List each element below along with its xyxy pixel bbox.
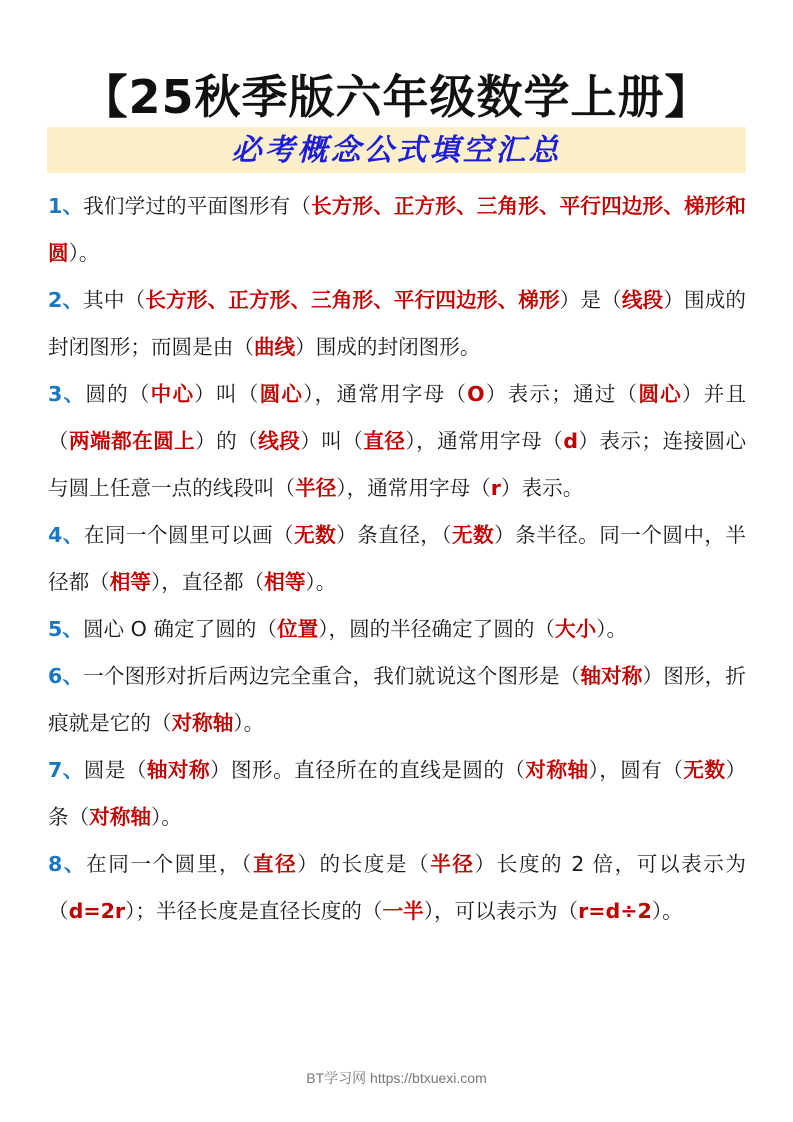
answer-text: 线段 (258, 429, 301, 453)
question-number: 8、 (48, 852, 87, 876)
question-text: ）长度的 2 倍，可以表示为（ (48, 852, 746, 923)
footer-watermark: BT学习网 https://btxuexi.com (306, 1070, 487, 1086)
question-text: ）表示；连接圆心与圆上任意一点的线段叫（ (48, 429, 747, 500)
question-number: 7、 (48, 758, 84, 782)
question-number: 1、 (48, 194, 84, 218)
question-text: 其中（ (83, 288, 146, 312)
question-text: ）叫（ (194, 382, 260, 406)
answer-text: 大小 (555, 617, 597, 641)
question-text: ）条（ (48, 758, 747, 829)
question-text: 圆是（ (83, 758, 147, 782)
question-text: ）的（ (195, 429, 259, 453)
answer-text: 圆心 (259, 382, 304, 406)
answer-text: 无数 (452, 523, 495, 547)
question-text: ）围成的封闭图形。 (295, 335, 481, 359)
question-text: ）。 (596, 617, 628, 641)
answer-text: 直径 (363, 429, 406, 453)
subtitle: 必考概念公式填空汇总 (231, 133, 562, 168)
question-text: ）围成的封闭图形；而圆是由（ (48, 288, 747, 359)
question-item (48, 512, 746, 606)
question-list (48, 183, 746, 935)
question-number: 5、 (48, 617, 83, 641)
answer-text: 无数 (683, 758, 726, 782)
question-text: ）。 (150, 805, 182, 829)
question-text: ），通常用字母（ (405, 429, 564, 453)
answer-text: 相等 (264, 570, 306, 594)
subtitle-banner (47, 127, 746, 173)
answer-text: 线段 (621, 288, 664, 312)
question-item (48, 653, 746, 747)
answer-text: 长方形、正方形、三角形、平行四边形、梯形 (145, 288, 560, 312)
question-text: 在同一个圆里，（ (86, 852, 253, 876)
answer-text: d=2r (68, 899, 126, 923)
answer-text: 对称轴 (89, 805, 151, 829)
question-text: ）。 (651, 899, 683, 923)
question-text: 我们学过的平面图形有（ (83, 194, 312, 218)
question-text: ）的长度是（ (297, 852, 431, 876)
answer-text: 对称轴 (525, 758, 589, 782)
question-item (48, 371, 746, 512)
question-text: ）。 (305, 570, 337, 594)
question-text: 一个图形对折后两边完全重合，我们就说这个图形是（ (83, 664, 581, 688)
question-number: 4、 (48, 523, 84, 547)
question-text: 圆的（ (85, 382, 151, 406)
question-text: ）。 (233, 711, 265, 735)
answer-text: 直径 (252, 852, 298, 876)
question-item (48, 606, 746, 653)
answer-text: 两端都在圆上 (69, 429, 196, 453)
question-text: ）表示。 (500, 476, 584, 500)
answer-text: 曲线 (253, 335, 296, 359)
question-item (48, 183, 746, 277)
answer-text: 相等 (109, 570, 151, 594)
answer-text: 一半 (382, 899, 424, 923)
question-text: ）并且（ (48, 382, 747, 453)
answer-text: 半径 (295, 476, 337, 500)
question-text: ），直径都（ (150, 570, 265, 594)
answer-text: 轴对称 (580, 664, 643, 688)
answer-text: r=d÷2 (578, 899, 652, 923)
question-text: ）图形。直径所在的直线是圆的（ (209, 758, 526, 782)
question-text: 圆心 O 确定了圆的（ (82, 617, 277, 641)
answer-text: 中心 (150, 382, 195, 406)
answer-text: O (467, 382, 485, 406)
question-text: ）图形，折痕就是它的（ (48, 664, 746, 735)
question-item (48, 277, 746, 371)
question-number: 3、 (48, 382, 86, 406)
question-text: ），可以表示为（ (423, 899, 579, 923)
question-number: 2、 (48, 288, 84, 312)
question-text: ）表示；通过（ (484, 382, 639, 406)
question-text: ）是（ (559, 288, 622, 312)
answer-text: 长方形、正方形、三角形、平行四边形、梯形和圆 (48, 194, 746, 265)
question-text: ）条半径。同一个圆中，半径都（ (48, 523, 747, 594)
answer-text: r (490, 476, 501, 500)
question-text: ），通常用字母（ (336, 476, 491, 500)
page-title: 【25秋季版六年级数学上册】 (81, 70, 712, 124)
question-text: ）。 (68, 241, 100, 265)
answer-text: d (563, 429, 578, 453)
question-text: ），圆的半径确定了圆的（ (318, 617, 556, 641)
question-number: 6、 (48, 664, 84, 688)
question-text: 在同一个圆里可以画（ (83, 523, 295, 547)
answer-text: 轴对称 (146, 758, 210, 782)
answer-text: 对称轴 (171, 711, 234, 735)
answer-text: 位置 (277, 617, 319, 641)
question-text: ）条直径，（ (336, 523, 453, 547)
question-text: ），圆有（ (588, 758, 684, 782)
question-text: ）；半径长度是直径长度的（ (125, 899, 383, 923)
question-item (48, 747, 746, 841)
answer-text: 无数 (294, 523, 337, 547)
question-text: ），通常用字母（ (303, 382, 468, 406)
answer-text: 圆心 (638, 382, 682, 406)
answer-text: 半径 (430, 852, 475, 876)
question-item (48, 841, 746, 935)
question-text: ）叫（ (300, 429, 364, 453)
